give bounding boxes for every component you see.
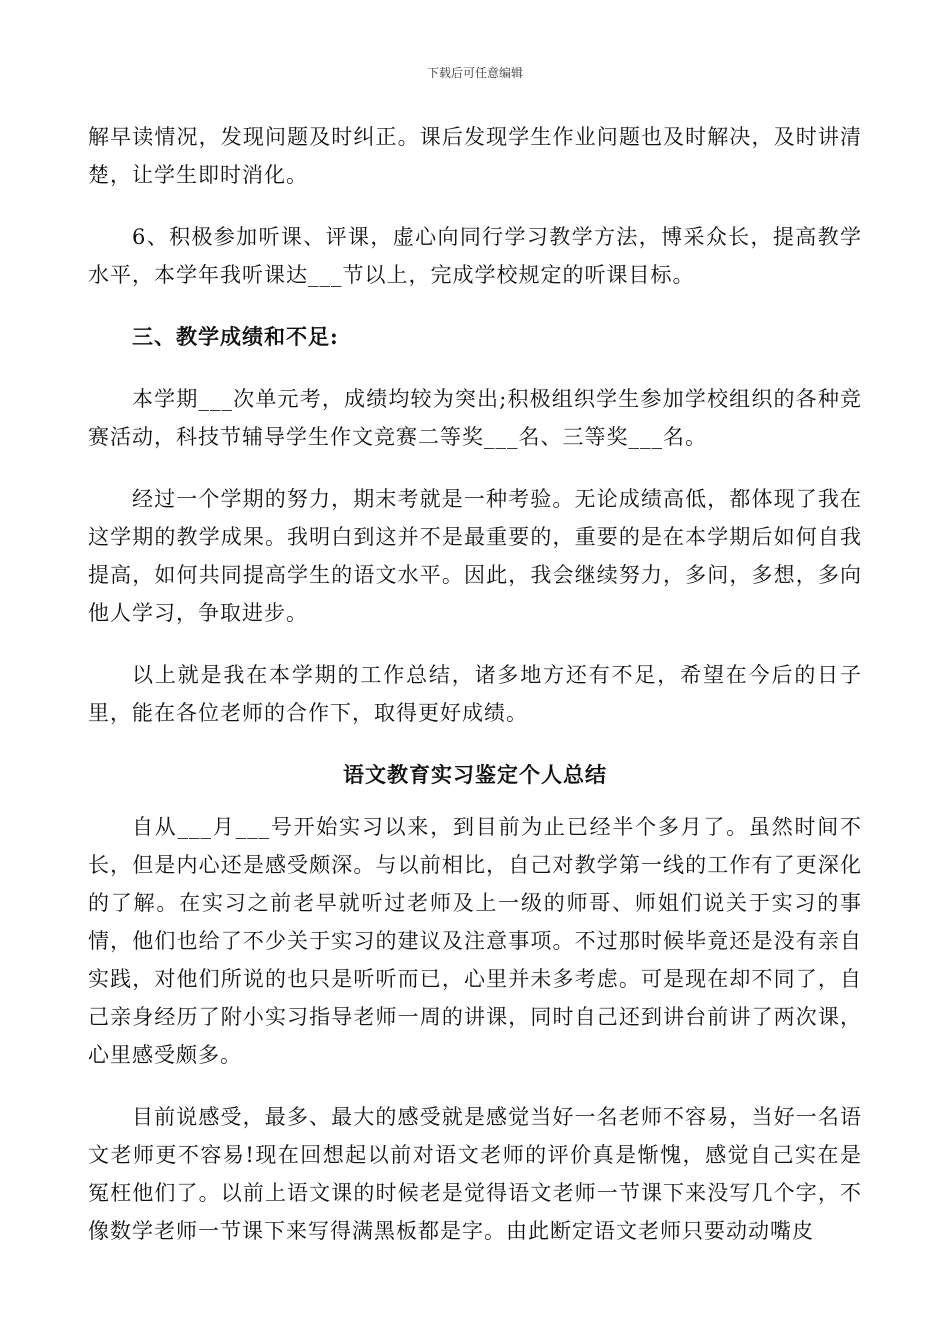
paragraph-reflection: 经过一个学期的努力，期末考就是一种考验。无论成绩高低，都体现了我在这学期的教学成果。我明白到这并不是最重要的，重要的是在本学期后如何自我提高，如何共同提高学生的语文水平。因此，我会继续努力，多问，多想，多向他人学习，争取进步。 xyxy=(88,487,862,625)
paragraph-item-6: 6、积极参加听课、评课，虚心向同行学习教学方法，博采众长，提高教学水平，本学年我听课达___节以上，完成学校规定的听课目标。 xyxy=(88,225,862,287)
document-title: 语文教育实习鉴定个人总结 xyxy=(343,762,607,787)
paragraph-exams: 本学期___次单元考，成绩均较为突出;积极组织学生参加学校组织的各种竞赛活动，科技节辅导学生作文竞赛二等奖___名、三等奖___名。 xyxy=(88,387,862,449)
section-heading-3: 三、教学成绩和不足: xyxy=(132,324,339,349)
paragraph-conclusion: 以上就是我在本学期的工作总结，诸多地方还有不足，希望在今后的日子里，能在各位老师的合作下，取得更好成绩。 xyxy=(88,663,862,725)
document-body xyxy=(88,118,862,1250)
paragraph-internship-feelings: 目前说感受，最多、最大的感受就是感觉当好一名老师不容易，当好一名语文老师更不容易!现在回想起以前对语文老师的评价真是惭愧，感觉自己实在是冤枉他们了。以前上语文课的时候老是觉得语文老师一节课下来没写几个字，不像数学老师一节课下来写得满黑板都是字。由此断定语文老师只要动动嘴皮 xyxy=(88,1105,862,1243)
paragraph-continued: 解早读情况，发现问题及时纠正。课后发现学生作业问题也及时解决，及时讲清楚，让学生即时消化。 xyxy=(88,125,862,187)
paragraph-internship-intro: 自从___月___号开始实习以来，到目前为止已经半个多月了。虽然时间不长，但是内心还是感受颇深。与以前相比，自己对教学第一线的工作有了更深化的了解。在实习之前老早就听过老师及上一级的师哥、师姐们说关于实习的事情，他们也给了不少关于实习的建议及注意事项。不过那时候毕竟还是没有亲自实践，对他们所说的也只是听听而已，心里并未多考虑。可是现在却不同了，自己亲身经历了附小实习指导老师一周的讲课，同时自己还到讲台前讲了两次课，心里感受颇多。 xyxy=(88,815,862,1067)
page-header: 下载后可任意编辑 xyxy=(426,66,523,80)
